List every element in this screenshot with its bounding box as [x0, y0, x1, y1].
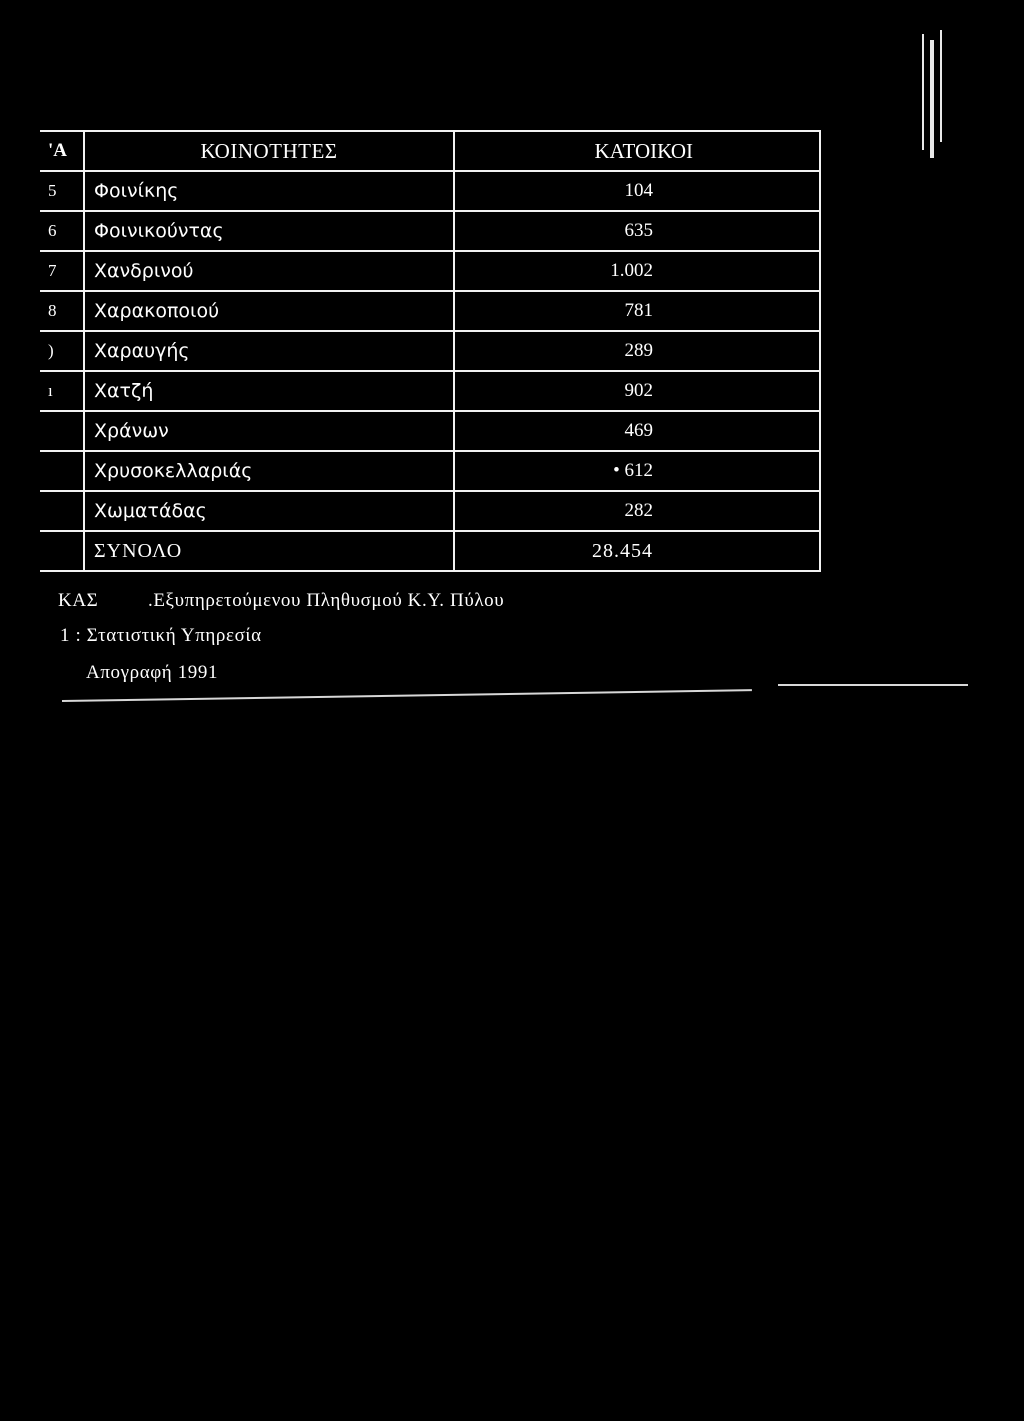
residents-count: 282 [454, 491, 820, 531]
table-row [40, 371, 820, 411]
table-row [40, 291, 820, 331]
row-number [40, 451, 84, 491]
row-number: 6 [40, 211, 84, 251]
row-number: 7 [40, 251, 84, 291]
table-row [40, 451, 820, 491]
residents-count: 469 [454, 411, 820, 451]
total-row [40, 531, 820, 571]
row-number: 5 [40, 171, 84, 211]
community-name: Χαρακοποιού [84, 291, 454, 331]
table-row [40, 491, 820, 531]
residents-column-header: ΚΑΤΟΙΚΟΙ [454, 131, 820, 171]
row-number [40, 531, 84, 571]
table-row [40, 171, 820, 211]
table-row [40, 251, 820, 291]
community-name: Φοινικούντας [84, 211, 454, 251]
community-name: Χωματάδας [84, 491, 454, 531]
scan-edge-mark [940, 30, 942, 142]
table-header-row [40, 131, 820, 171]
community-name: Χανδρινού [84, 251, 454, 291]
table-row [40, 411, 820, 451]
residents-count: 1.002 [454, 251, 820, 291]
total-residents: 28.454 [454, 531, 820, 571]
number-column-header: 'Α [40, 131, 84, 171]
residents-count: 104 [454, 171, 820, 211]
residents-count: • 612 [454, 451, 820, 491]
table-caption: .Εξυπηρετούμενου Πληθυσμού Κ.Υ. Πύλου [148, 590, 505, 611]
row-number: ı [40, 371, 84, 411]
community-name: Χατζή [84, 371, 454, 411]
community-name: Φοινίκης [84, 171, 454, 211]
residents-count: 289 [454, 331, 820, 371]
source-note: 1 : Στατιστική Υπηρεσία [60, 625, 262, 646]
caption-prefix: ΚΑΣ [58, 590, 99, 611]
communities-column-header: ΚΟΙΝΟΤΗΤΕΣ [84, 131, 454, 171]
residents-count: 902 [454, 371, 820, 411]
population-table [40, 130, 821, 572]
footer-rule [778, 684, 968, 686]
census-note: Απογραφή 1991 [86, 662, 219, 683]
table-row [40, 211, 820, 251]
community-name: Χράνων [84, 411, 454, 451]
row-number: 8 [40, 291, 84, 331]
footer-rule [62, 689, 752, 702]
community-name: Χαραυγής [84, 331, 454, 371]
row-number [40, 491, 84, 531]
residents-count: 781 [454, 291, 820, 331]
row-number [40, 411, 84, 451]
table-row [40, 331, 820, 371]
total-label: ΣΥΝΟΛΟ [84, 531, 454, 571]
scan-edge-mark [930, 40, 934, 158]
community-name: Χρυσοκελλαριάς [84, 451, 454, 491]
row-number: ) [40, 331, 84, 371]
scan-edge-mark [922, 34, 924, 150]
residents-count: 635 [454, 211, 820, 251]
